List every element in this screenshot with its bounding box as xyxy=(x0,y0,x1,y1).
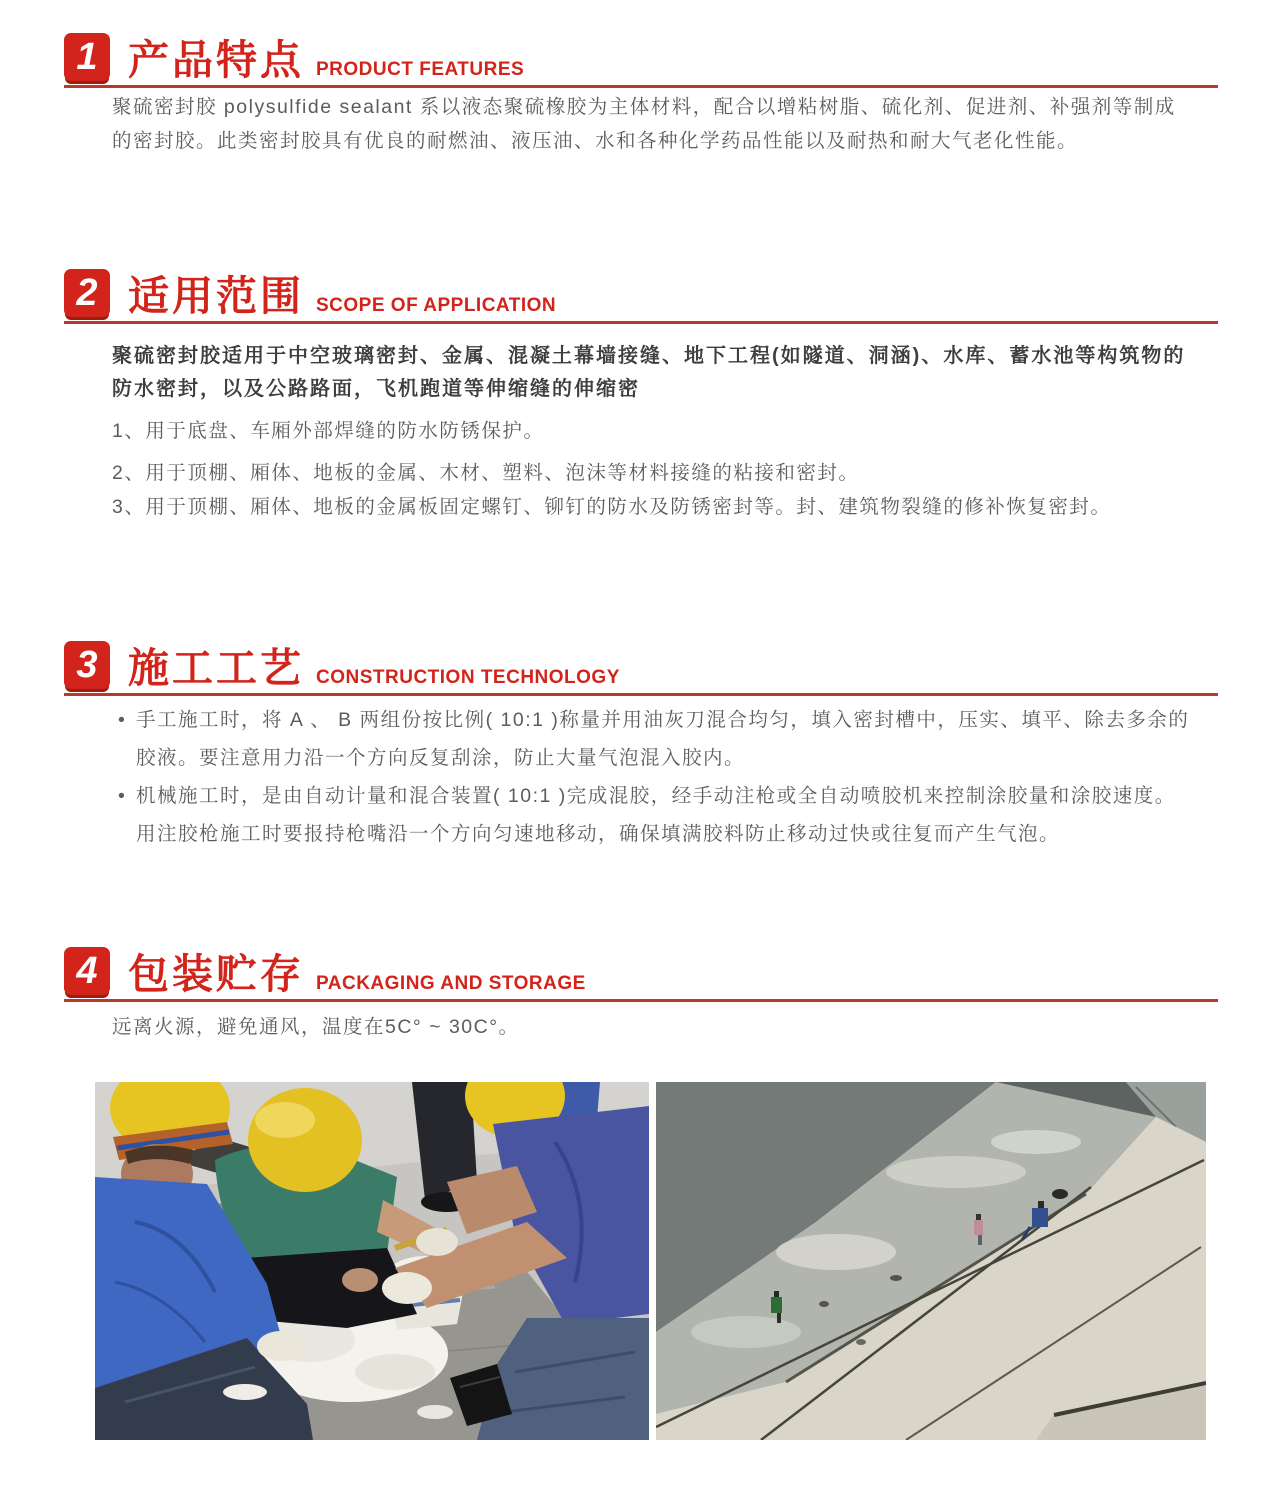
section-header xyxy=(64,945,1218,1002)
workers-mixing-sealant-photo xyxy=(95,1082,649,1440)
section-construction-technology xyxy=(64,639,1218,696)
packaging-paragraph: 远离火源，避免通风，温度在5C° ~ 30C°。 xyxy=(112,1016,520,1038)
section-product-features xyxy=(64,31,1218,88)
slope-photo-illustration xyxy=(656,1082,1206,1440)
section-scope-of-application xyxy=(64,267,1218,324)
section-header xyxy=(64,31,1218,88)
section-title-zh: 适用范围 xyxy=(128,273,304,319)
section-title-zh: 包装贮存 xyxy=(128,951,304,997)
section-number-badge: 2 xyxy=(64,269,110,317)
scope-lead-paragraph: 聚硫密封胶适用于中空玻璃密封、金属、混凝土幕墙接缝、地下工程(如隧道、洞涵)、水库、蓄水池等构筑物的防水密封，以及公路路面，飞机跑道等伸缩缝的伸缩密 xyxy=(112,345,1186,400)
section-title-zh: 产品特点 xyxy=(128,37,304,83)
section-packaging-and-storage xyxy=(64,945,1218,1002)
workers-photo-illustration xyxy=(95,1082,649,1440)
concrete-slope-workers-photo xyxy=(656,1082,1206,1440)
section-title-en: CONSTRUCTION TECHNOLOGY xyxy=(316,667,620,688)
construction-bullet-list xyxy=(118,701,1192,853)
section-number-badge: 1 xyxy=(64,33,110,81)
section-number-badge: 3 xyxy=(64,641,110,689)
section-number-badge: 4 xyxy=(64,947,110,995)
list-item: 3、用于顶棚、厢体、地板的金属板固定螺钉、铆钉的防水及防锈密封等。封、建筑物裂缝的修补恢复密封。 xyxy=(112,496,1112,518)
section-header xyxy=(64,639,1218,696)
section-title-en: SCOPE OF APPLICATION xyxy=(316,295,557,316)
section-header xyxy=(64,267,1218,324)
scope-numbered-list xyxy=(112,414,1192,524)
bullet-text: • 机械施工时，是由自动计量和混合装置( 10:1 )完成混胶，经手动注枪或全自动喷胶机来控制涂胶量和涂胶速度。用注胶枪施工时要报持枪嘴沿一个方向匀速地移动，确保填满胶料防止移动过快或往复而产生气泡。 xyxy=(136,785,1176,845)
list-item: 1、用于底盘、车厢外部焊缝的防水防锈保护。 xyxy=(112,420,545,442)
section-title-en: PACKAGING AND STORAGE xyxy=(316,973,586,994)
bullet-text: • 手工施工时，将 A 、 B 两组份按比例( 10:1 )称量并用油灰刀混合均匀，填入密封槽中，压实、填平、除去多余的胶液。要注意用力沿一个方向反复刮涂，防止大量气泡混入胶内。 xyxy=(136,709,1190,769)
product-features-paragraph: 聚硫密封胶 polysulfide sealant 系以液态聚硫橡胶为主体材料，配合以增粘树脂、硫化剂、促进剂、补强剂等制成的密封胶。此类密封胶具有优良的耐燃油、液压油、水和各种化学药品性能以及耐热和耐大气老化性能。 xyxy=(112,96,1176,152)
bullet-item xyxy=(118,701,1192,777)
section-title-en: PRODUCT FEATURES xyxy=(316,59,525,80)
bullet-item xyxy=(118,777,1192,853)
section-title-zh: 施工工艺 xyxy=(128,645,304,691)
list-item: 2、用于顶棚、厢体、地板的金属、木材、塑料、泡沫等材料接缝的粘接和密封。 xyxy=(112,462,860,484)
